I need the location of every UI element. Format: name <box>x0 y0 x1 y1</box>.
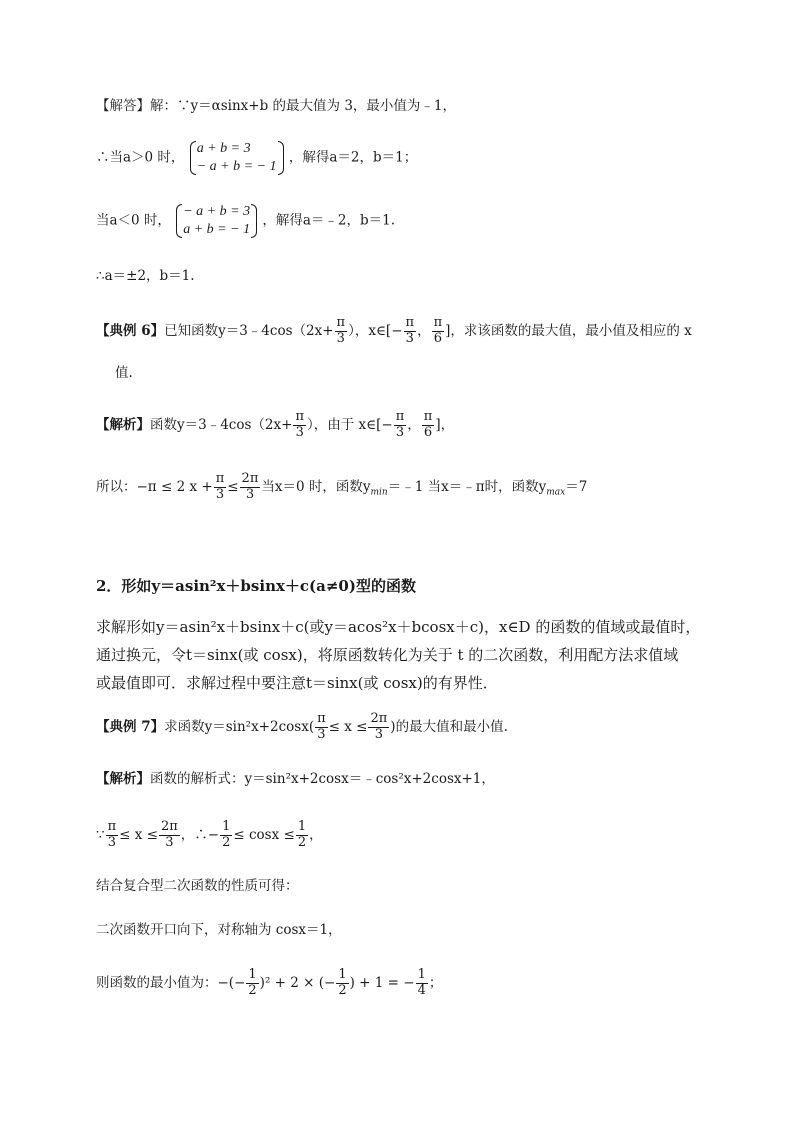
denominator: 3 <box>405 330 414 346</box>
text: )的最大值和最小值. <box>390 718 508 735</box>
denominator: 6 <box>423 424 433 440</box>
text: ，解得a＝2，b＝1； <box>288 149 418 166</box>
denominator: 3 <box>165 834 174 850</box>
text: ； <box>428 974 443 991</box>
fraction <box>293 410 306 441</box>
numerator: 1 <box>297 819 307 834</box>
min-value-line <box>96 968 442 999</box>
fraction <box>335 316 348 347</box>
text-line: 二次函数开口向下，对称轴为 cosx＝1， <box>96 922 342 938</box>
fraction <box>159 820 180 851</box>
analysis-6-result <box>96 472 587 503</box>
fraction <box>422 410 435 441</box>
fraction <box>394 410 407 441</box>
analysis-tag: 【解析】 <box>96 771 150 787</box>
fraction <box>368 712 389 743</box>
text: ），由于 x∈[− <box>306 416 393 433</box>
text: ≤ <box>227 478 239 495</box>
text: ∵ <box>96 826 105 843</box>
text: 当a＜0 时， <box>96 212 171 229</box>
paragraph-line: 求解形如y＝asin²x＋bsinx＋c(或y＝acos²x＋bcosx＋c)，x∈D 的函数的值域或最值时， <box>96 618 701 636</box>
text: 函数的解析式：y＝sin²x+2cosx＝﹣cos²x+2cosx+1， <box>150 771 495 787</box>
denominator: 2 <box>248 982 257 998</box>
text: ＝﹣1 当x＝﹣π时，函数y <box>387 478 547 495</box>
text: 解：∵y＝αsinx+b 的最大值为 3，最小值为﹣1， <box>150 98 457 114</box>
text: ，解得a＝﹣2，b＝1. <box>262 212 396 229</box>
text: ]， <box>435 416 455 433</box>
numerator: π <box>395 409 405 424</box>
analysis-7-line <box>96 773 495 787</box>
numerator: π <box>423 409 433 424</box>
text: 当x＝0 时，函数y <box>261 478 371 495</box>
text: ≤ x ≤ <box>328 718 368 735</box>
fraction <box>404 316 417 347</box>
analysis-6-line <box>96 410 454 441</box>
text: ， <box>417 322 431 339</box>
equation: a + b = − 1 <box>183 222 251 238</box>
text: 已知函数y＝3﹣4cos（2x+ <box>164 322 334 339</box>
fraction <box>220 820 232 851</box>
denominator: 4 <box>417 982 426 998</box>
fraction <box>416 968 428 999</box>
text: ]，求该函数的最大值，最小值及相应的 x <box>445 322 692 339</box>
example-7-line <box>96 712 508 743</box>
equation-system <box>189 140 285 176</box>
fraction <box>240 472 261 503</box>
numerator: 2π <box>370 711 388 726</box>
example-tag: 【典例 7】 <box>96 718 165 735</box>
fraction <box>106 820 119 851</box>
denominator: 3 <box>374 726 384 742</box>
denominator: 3 <box>336 330 345 346</box>
numerator: 1 <box>222 819 231 834</box>
denominator: 2 <box>297 834 307 850</box>
solution-line-1 <box>96 100 456 114</box>
numerator: 2π <box>241 471 259 486</box>
example-tag: 【典例 6】 <box>96 322 165 339</box>
text: 函数y＝3﹣4cos（2x+ <box>150 416 293 433</box>
solution-line-4 <box>96 270 195 284</box>
text: )² + 2 × (− <box>259 974 336 991</box>
numerator: 1 <box>338 967 347 982</box>
text: ∴a＝±2，b＝1. <box>96 268 195 284</box>
fraction <box>432 316 445 347</box>
example-6-line <box>96 316 692 347</box>
denominator: 3 <box>215 486 225 502</box>
inequality-line <box>96 820 323 851</box>
denominator: 6 <box>433 330 442 346</box>
solution-line-3 <box>96 203 395 239</box>
denominator: 3 <box>107 834 116 850</box>
denominator: 3 <box>245 486 255 502</box>
text: ， <box>407 416 421 433</box>
text: ≤ cosx ≤ <box>233 826 295 843</box>
equation: − a + b = 3 <box>183 204 251 219</box>
answer-tag: 【解答】 <box>96 98 150 114</box>
text: ，∴− <box>180 826 220 843</box>
numerator: π <box>433 315 443 330</box>
denominator: 3 <box>317 726 326 742</box>
numerator: 1 <box>248 967 257 982</box>
subscript: min <box>370 487 388 498</box>
fraction <box>296 820 308 851</box>
analysis-tag: 【解析】 <box>96 416 150 433</box>
denominator: 2 <box>222 834 231 850</box>
text: ），x∈[− <box>348 322 403 339</box>
denominator: 3 <box>395 424 405 440</box>
numerator: π <box>317 711 326 726</box>
section-heading: 2．形如y＝asin²x＋bsinx＋c(a≠0)型的函数 <box>96 577 416 595</box>
numerator: π <box>336 315 346 330</box>
fraction <box>315 712 328 743</box>
fraction <box>246 968 258 999</box>
numerator: 1 <box>417 967 426 982</box>
equation-system <box>175 203 258 239</box>
text: ， <box>309 826 323 843</box>
numerator: π <box>295 409 304 424</box>
fraction <box>214 472 227 503</box>
text: 所以：−π ≤ 2 x + <box>96 478 213 495</box>
numerator: π <box>215 471 225 486</box>
equation: − a + b = − 1 <box>196 159 277 175</box>
text: ) + 1 = − <box>349 974 415 991</box>
text: ＝7 <box>565 478 588 495</box>
example-6-line-cont <box>115 367 133 381</box>
numerator: π <box>107 819 117 834</box>
paragraph-line: 通过换元，令t＝sinx(或 cosx)，将原函数转化为关于 t 的二次函数，利用配方法求值域 <box>96 646 679 664</box>
fraction <box>336 968 348 999</box>
denominator: 3 <box>295 424 304 440</box>
text: 求函数y＝sin²x+2cosx( <box>164 718 315 735</box>
text: 则函数的最小值为：−(− <box>96 974 246 991</box>
subscript: max <box>546 487 566 498</box>
text: ∴当a＞0 时， <box>96 149 185 166</box>
denominator: 2 <box>338 982 347 998</box>
numerator: 2π <box>160 819 178 834</box>
solution-line-2 <box>96 140 417 176</box>
paragraph-line: 或最值即可．求解过程中要注意t＝sinx(或 cosx)的有界性． <box>96 674 498 692</box>
text-line: 结合复合型二次函数的性质可得： <box>96 878 299 894</box>
text: ≤ x ≤ <box>119 826 158 843</box>
numerator: π <box>405 315 415 330</box>
text: 值. <box>115 365 133 381</box>
equation: a + b = 3 <box>196 141 251 156</box>
